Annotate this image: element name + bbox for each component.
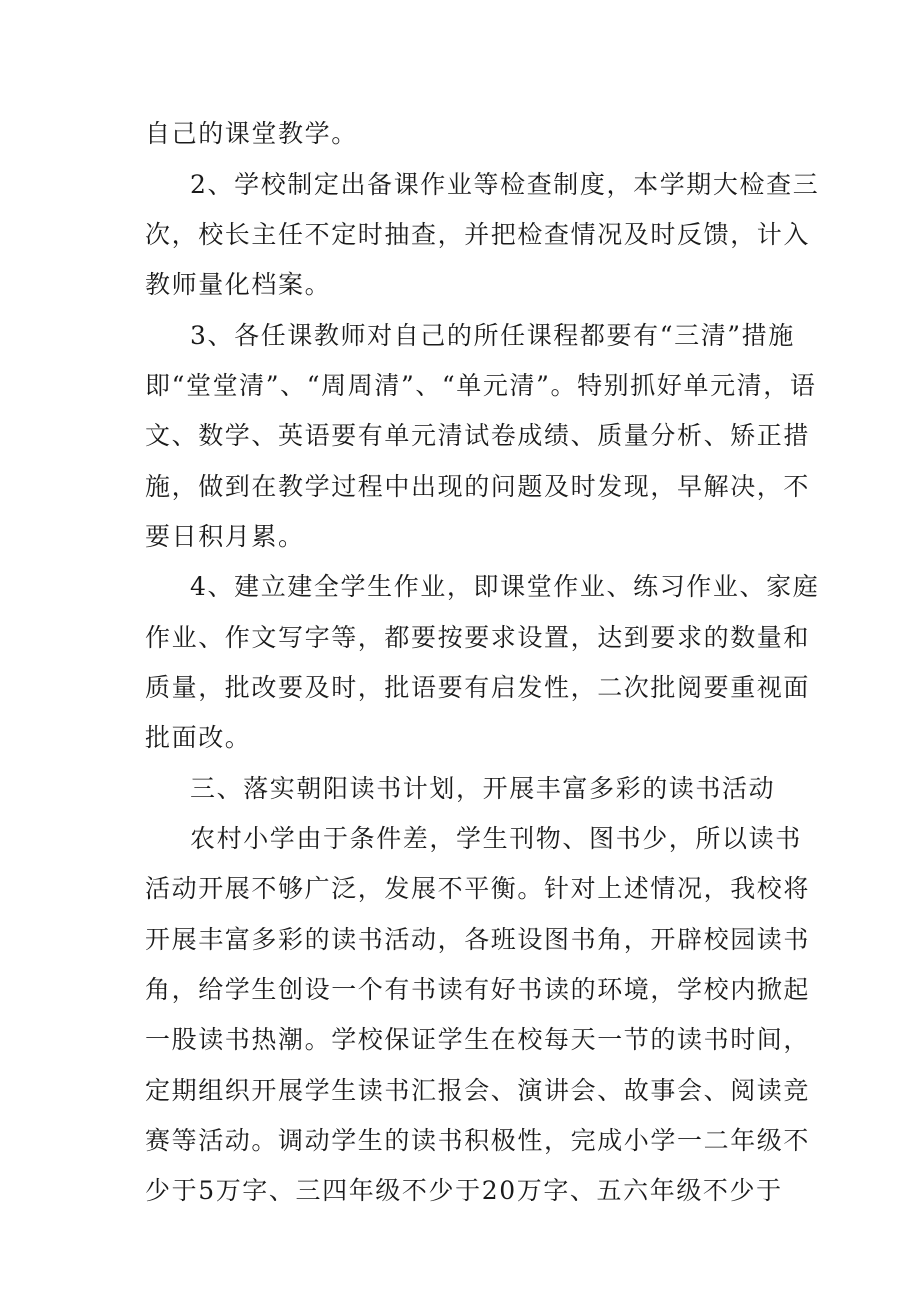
text-line: 一股读书热潮。学校保证学生在校每天一节的读书时间， <box>145 1025 811 1054</box>
text-line: 即“堂堂清”、“周周清”、“单元清”。特别抓好单元清，语 <box>145 371 817 400</box>
text-line: 少于5万字、三四年级不少于20万字、五六年级不少于 <box>145 1176 783 1205</box>
text-line: 定期组织开展学生读书汇报会、演讲会、故事会、阅读竞 <box>145 1076 811 1105</box>
text-line: 角，给学生创设一个有书读有好书读的环境，学校内掀起 <box>145 975 811 1004</box>
text-line: 4、建立建全学生作业，即课堂作业、练习作业、家庭 <box>190 572 820 601</box>
text-line: 2、学校制定出备课作业等检查制度，本学期大检查三 <box>190 170 820 199</box>
text-line: 次，校长主任不定时抽查，并把检查情况及时反馈，计入 <box>145 220 811 249</box>
text-line: 要日积月累。 <box>145 522 305 551</box>
text-line: 批面改。 <box>145 723 252 752</box>
text-line: 活动开展不够广泛，发展不平衡。针对上述情况，我校将 <box>145 874 811 903</box>
text-line: 开展丰富多彩的读书活动，各班设图书角，开辟校园读书 <box>145 925 811 954</box>
text-line: 农村小学由于条件差，学生刊物、图书少，所以读书 <box>190 824 802 853</box>
text-line: 自己的课堂教学。 <box>145 119 358 148</box>
section-heading: 三、落实朝阳读书计划，开展丰富多彩的读书活动 <box>190 774 776 803</box>
text-line: 文、数学、英语要有单元清试卷成绩、质量分析、矫正措 <box>145 421 811 450</box>
text-line: 教师量化档案。 <box>145 270 332 299</box>
text-line: 作业、作文写字等，都要按要求设置，达到要求的数量和 <box>145 623 811 652</box>
text-line: 赛等活动。调动学生的读书积极性，完成小学一二年级不 <box>145 1126 811 1155</box>
text-line: 3、各任课教师对自己的所任课程都要有“三清”措施 <box>190 321 795 350</box>
text-line: 施，做到在教学过程中出现的问题及时发现，早解决，不 <box>145 472 811 501</box>
text-line: 质量，批改要及时，批语要有启发性，二次批阅要重视面 <box>145 673 811 702</box>
